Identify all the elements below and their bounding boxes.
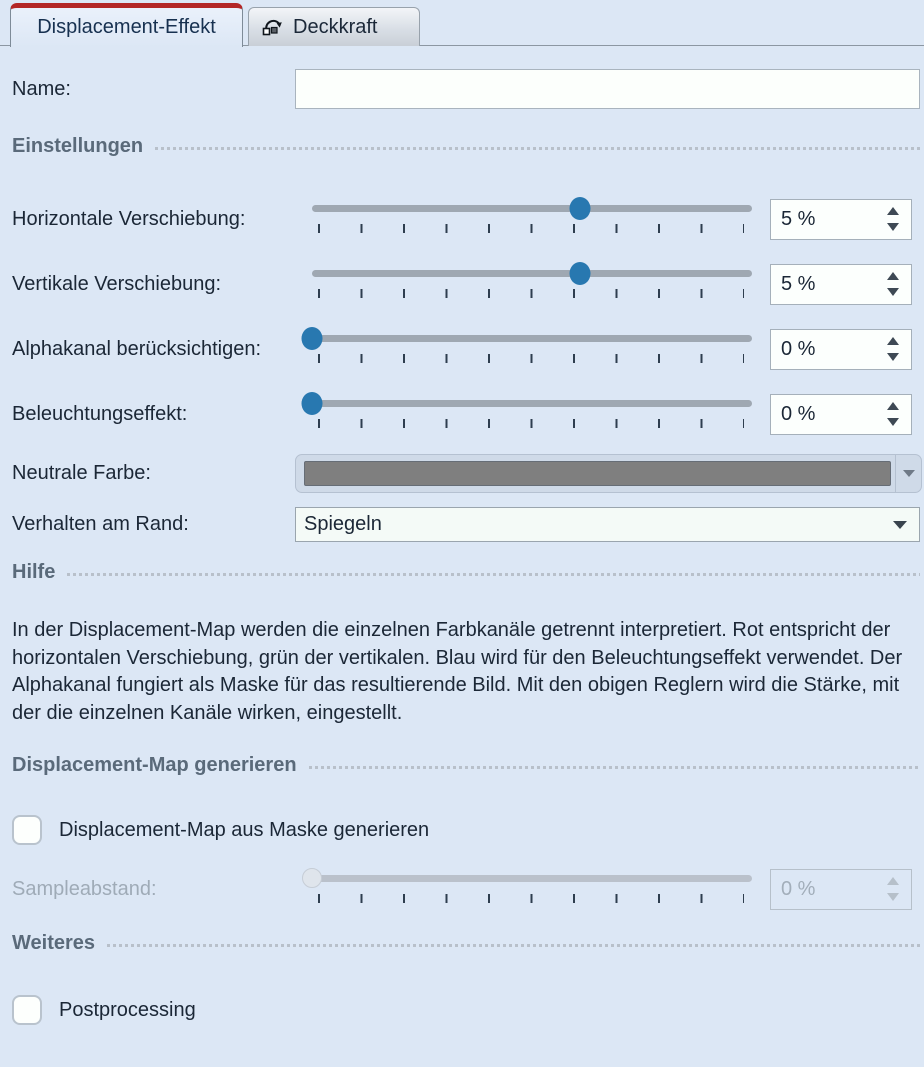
- percent-spinbox: [770, 869, 912, 910]
- spinbox-value[interactable]: 5 %: [781, 272, 816, 295]
- section-title: Einstellungen: [12, 134, 144, 157]
- slider-thumb[interactable]: [570, 262, 591, 285]
- slider-label: Sampleabstand:: [12, 877, 157, 900]
- horizontal-shift-slider[interactable]: [302, 194, 754, 244]
- slider-thumb[interactable]: [570, 197, 591, 220]
- spinbox-value: 0 %: [781, 877, 816, 900]
- chevron-down-icon: [893, 521, 907, 529]
- section-title: Displacement-Map generieren: [12, 753, 297, 776]
- dotted-rule: [67, 573, 920, 576]
- section-settings: [0, 135, 924, 157]
- slider-row-vertical: [0, 259, 924, 309]
- sample-distance-slider: [302, 864, 754, 914]
- tab-label: Displacement-Effekt: [37, 16, 216, 38]
- selected-option: Spiegeln: [304, 513, 382, 535]
- neutral-color-label: Neutrale Farbe:: [12, 462, 151, 484]
- section-misc: [0, 932, 924, 954]
- neutral-color-button[interactable]: [295, 454, 922, 493]
- slider-label: Vertikale Verschiebung:: [12, 272, 222, 295]
- slider-ticks: [318, 419, 744, 428]
- section-help: [0, 561, 924, 583]
- spinbox-value[interactable]: 0 %: [781, 402, 816, 425]
- color-dropdown-button[interactable]: [895, 455, 921, 492]
- dotted-rule: [309, 766, 920, 769]
- generate-from-mask-row: [0, 814, 924, 846]
- name-input[interactable]: [295, 69, 920, 109]
- dotted-rule: [107, 944, 920, 947]
- edge-behavior-label: Verhalten am Rand:: [12, 513, 189, 535]
- slider-ticks: [318, 224, 744, 233]
- help-paragraph: In der Displacement-Map werden die einzelnen Farbkanäle getrennt interpretiert. Rot entspricht der horizontalen Verschiebung, grün der vertikalen. Blau wird für den Beleuchtungseffekt verwendet. Der Alphakanal fungiert als Maske für das resultierende Bild. Mit den obigen Reglern wird die Stärke, mit der die einzelnen Kanäle wirken, eingestellt.: [12, 619, 903, 724]
- dotted-rule: [155, 147, 920, 150]
- slider-thumb: [302, 868, 322, 888]
- slider-ticks: [318, 289, 744, 298]
- spin-down-button[interactable]: [887, 223, 899, 231]
- tab-deckkraft[interactable]: [248, 7, 420, 46]
- spinbox-value[interactable]: 0 %: [781, 337, 816, 360]
- animation-icon: [261, 15, 285, 39]
- slider-row-horizontal: [0, 194, 924, 244]
- percent-spinbox[interactable]: [770, 264, 912, 305]
- percent-spinbox[interactable]: [770, 199, 912, 240]
- spin-down-button: [887, 893, 899, 901]
- edge-behavior-row: [0, 507, 924, 542]
- alpha-channel-slider[interactable]: [302, 324, 754, 374]
- slider-ticks: [318, 354, 744, 363]
- slider-thumb[interactable]: [302, 392, 323, 415]
- spin-up-button[interactable]: [887, 337, 899, 345]
- slider-row-sample-distance: [0, 864, 924, 914]
- name-label: Name:: [12, 77, 71, 100]
- color-swatch: [304, 461, 891, 486]
- lighting-effect-slider[interactable]: [302, 389, 754, 439]
- spin-up-button: [887, 877, 899, 885]
- tab-label: Deckkraft: [293, 15, 378, 38]
- edge-behavior-select[interactable]: [295, 507, 920, 542]
- spin-down-button[interactable]: [887, 353, 899, 361]
- spin-up-button[interactable]: [887, 272, 899, 280]
- spin-down-button[interactable]: [887, 288, 899, 296]
- checkbox-label: Displacement-Map aus Maske generieren: [59, 818, 430, 841]
- postprocessing-checkbox[interactable]: [12, 995, 42, 1025]
- vertical-shift-slider[interactable]: [302, 259, 754, 309]
- spin-up-button[interactable]: [887, 402, 899, 410]
- spinbox-value[interactable]: 5 %: [781, 207, 816, 230]
- slider-row-alpha: [0, 324, 924, 374]
- slider-label: Alphakanal berücksichtigen:: [12, 337, 262, 360]
- tab-displacement-effekt[interactable]: [10, 3, 243, 47]
- percent-spinbox[interactable]: [770, 329, 912, 370]
- slider-label: Beleuchtungseffekt:: [12, 402, 188, 425]
- checkbox-label: Postprocessing: [59, 998, 196, 1021]
- chevron-down-icon: [903, 470, 915, 477]
- slider-label: Horizontale Verschiebung:: [12, 207, 246, 230]
- name-row: [0, 69, 924, 109]
- generate-from-mask-checkbox[interactable]: [12, 815, 42, 845]
- postprocessing-row: [0, 994, 924, 1026]
- slider-thumb[interactable]: [302, 327, 323, 350]
- neutral-color-row: [0, 454, 924, 493]
- spin-up-button[interactable]: [887, 207, 899, 215]
- tab-bar: [0, 0, 924, 46]
- percent-spinbox[interactable]: [770, 394, 912, 435]
- section-generate-map: [0, 754, 924, 776]
- section-title: Weiteres: [12, 931, 96, 954]
- section-title: Hilfe: [12, 560, 56, 583]
- spin-down-button[interactable]: [887, 418, 899, 426]
- slider-row-lighting: [0, 389, 924, 439]
- slider-ticks: [318, 894, 744, 903]
